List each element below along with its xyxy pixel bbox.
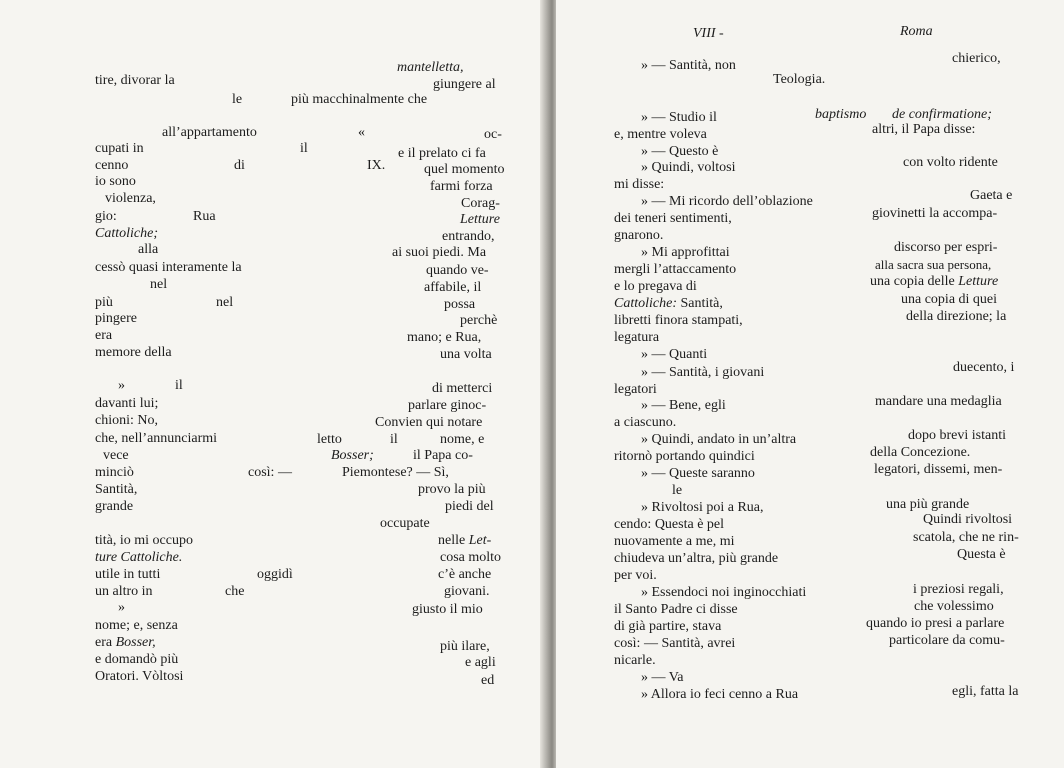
text-line: de confirmatione; xyxy=(892,107,992,122)
text-line: i preziosi regali, xyxy=(913,582,1004,597)
text-line: cessò quasi interamente la xyxy=(95,260,242,275)
text-line: Gaeta e xyxy=(970,188,1013,203)
text-line: Corag- xyxy=(461,196,500,211)
text-line: il xyxy=(300,141,308,156)
text-line: » — Santità, i giovani xyxy=(641,365,765,380)
text-line: » — Santità, non xyxy=(641,58,736,73)
text-line: più macchinalmente che xyxy=(291,92,428,107)
text-line: nome, e xyxy=(440,432,485,447)
text-line: perchè xyxy=(460,313,498,328)
text-line: giovani. xyxy=(444,584,490,599)
text-line: baptismo xyxy=(815,107,867,122)
text-line: Rua xyxy=(193,209,216,224)
text-line: quando io presi a parlare xyxy=(866,616,1005,631)
text-line: » — Bene, egli xyxy=(641,398,726,413)
text-line: davanti lui; xyxy=(95,396,159,411)
text-line: Bosser; xyxy=(331,448,374,463)
text-line: ai suoi piedi. Ma xyxy=(392,245,487,260)
text-line: » Allora io feci cenno a Rua xyxy=(641,687,799,702)
text-line: letto xyxy=(317,432,342,447)
text-line: mano; e Rua, xyxy=(407,330,482,345)
text-line: » Mi approfittai xyxy=(641,245,730,260)
text-line: ritornò portando quindici xyxy=(614,449,755,464)
text-line: dei teneri sentimenti, xyxy=(614,211,732,226)
text-line: chiudeva un’altra, più grande xyxy=(614,551,779,566)
text-line: Cattoliche: Santità, xyxy=(614,296,723,311)
text-line: cosa molto xyxy=(440,550,502,565)
text-line: mi disse: xyxy=(614,177,665,192)
text-line: ed xyxy=(481,673,495,688)
running-title: Roma xyxy=(900,24,933,39)
text-line: » Quindi, voltosi xyxy=(641,160,736,175)
text-line: di già partire, stava xyxy=(614,619,722,634)
text-line: Piemontese? — Sì, xyxy=(342,465,449,480)
text-line: il Papa co- xyxy=(413,448,473,463)
text-line: IX. xyxy=(367,158,386,173)
text-line: e agli xyxy=(465,655,496,670)
text-line: » xyxy=(118,378,125,393)
text-line: con volto ridente xyxy=(903,155,998,170)
text-line: Questa è xyxy=(957,547,1006,562)
text-line: cupati in xyxy=(95,141,144,156)
text-line: » Quindi, andato in un’altra xyxy=(641,432,797,447)
text-line: chioni: No, xyxy=(95,413,158,428)
text-line: giovinetti la accompa- xyxy=(872,206,998,221)
text-line: discorso per espri- xyxy=(894,240,998,255)
text-line: così: — xyxy=(248,465,292,480)
right-page xyxy=(556,0,1064,768)
text-line: cendo: Questa è pel xyxy=(614,517,725,532)
text-line: di xyxy=(234,158,245,173)
text-line: violenza, xyxy=(105,191,156,206)
text-line: legatori xyxy=(614,382,657,397)
text-line: gnarono. xyxy=(614,228,664,243)
text-line: nelle Let- xyxy=(438,533,492,548)
text-line: utile in tutti xyxy=(95,567,161,582)
text-line: le xyxy=(232,92,243,107)
text-line: altri, il Papa disse: xyxy=(872,122,976,137)
text-line: » Rivoltosi poi a Rua, xyxy=(641,500,764,515)
text-line: pingere xyxy=(95,311,137,326)
text-line: e domandò più xyxy=(95,652,179,667)
text-line: che volessimo xyxy=(914,599,994,614)
text-line: » Essendoci noi inginocchiati xyxy=(641,585,807,600)
text-line: duecento, i xyxy=(953,360,1015,375)
text-line: più xyxy=(95,295,113,310)
text-line: entrando, xyxy=(442,229,495,244)
text-line: così: — Santità, avrei xyxy=(614,636,736,651)
text-line: alla sacra sua persona, xyxy=(875,257,992,272)
text-line: e, mentre voleva xyxy=(614,127,707,142)
text-line: mantelletta, xyxy=(397,60,464,75)
text-line: tire, divorar la xyxy=(95,73,175,88)
text-line: oggidì xyxy=(257,567,293,582)
text-line: più ilare, xyxy=(440,639,490,654)
text-line: » — Questo è xyxy=(641,144,719,159)
text-line: Cattoliche; xyxy=(95,226,158,241)
text-line: » — Mi ricordo dell’oblazione xyxy=(641,194,813,209)
text-line: Convien qui notare xyxy=(375,415,483,430)
text-line: alla xyxy=(138,242,159,257)
text-line: una volta xyxy=(440,347,492,362)
text-line: una più grande xyxy=(886,497,970,512)
text-line: nel xyxy=(216,295,234,310)
text-line: affabile, il xyxy=(424,280,482,295)
text-line: nel xyxy=(150,277,168,292)
text-line: grande xyxy=(95,499,134,514)
text-line: il Santo Padre ci disse xyxy=(614,602,738,617)
text-line: « xyxy=(358,125,365,140)
text-line: era Bosser, xyxy=(95,635,156,650)
text-line: chierico, xyxy=(952,51,1001,66)
text-line: una copia delle Letture xyxy=(870,274,999,289)
text-line: egli, fatta la xyxy=(952,684,1019,699)
text-line: cenno xyxy=(95,158,129,173)
text-line: legatori, dissemi, men- xyxy=(874,462,1003,477)
text-line: giusto il mio xyxy=(412,602,483,617)
text-line: Letture xyxy=(460,212,500,227)
text-line: scatola, che ne rin- xyxy=(913,530,1019,545)
text-line: quando ve- xyxy=(426,263,489,278)
text-line: e il prelato ci fa xyxy=(398,146,486,161)
text-line: farmi forza xyxy=(430,179,493,194)
text-line: Santità, xyxy=(95,482,138,497)
text-line: mergli l’attaccamento xyxy=(614,262,737,277)
text-line: di metterci xyxy=(432,381,493,396)
text-line: parlare ginoc- xyxy=(408,398,487,413)
text-line: legatura xyxy=(614,330,660,345)
text-line: Oratori. Vòltosi xyxy=(95,669,184,684)
text-line: quel momento xyxy=(424,162,505,177)
text-line: » xyxy=(118,600,125,615)
text-line: il xyxy=(175,378,183,393)
text-line: che, nell’annunciarmi xyxy=(95,431,218,446)
text-line: nuovamente a me, mi xyxy=(614,534,735,549)
text-line: le xyxy=(672,483,683,498)
text-line: Teologia. xyxy=(773,72,826,87)
text-line: » — Studio il xyxy=(641,110,717,125)
text-line: » — Queste saranno xyxy=(641,466,755,481)
text-line: c’è anche xyxy=(438,567,492,582)
text-line: occupate xyxy=(380,516,430,531)
text-line: dopo brevi istanti xyxy=(908,428,1006,443)
text-line: nome; e, senza xyxy=(95,618,178,633)
text-line: possa xyxy=(444,297,476,312)
text-line: oc- xyxy=(484,127,502,142)
text-line: mandare una medaglia xyxy=(875,394,1002,409)
text-line: all’appartamento xyxy=(162,125,257,140)
text-line: provo la più xyxy=(418,482,486,497)
text-line: era xyxy=(95,328,113,343)
text-line: vece xyxy=(103,448,129,463)
text-line: » — Quanti xyxy=(641,347,708,362)
page-number: VIII - xyxy=(693,26,724,41)
text-line: e lo pregava di xyxy=(614,279,697,294)
text-line: della Concezione. xyxy=(870,445,971,460)
text-line: piedi del xyxy=(445,499,494,514)
text-line: per voi. xyxy=(614,568,657,583)
text-line: nicarle. xyxy=(614,653,656,668)
text-line: una copia di quei xyxy=(901,292,998,307)
text-line: tità, io mi occupo xyxy=(95,533,193,548)
text-line: ture Cattoliche. xyxy=(95,550,183,565)
text-line: Quindi rivoltosi xyxy=(923,512,1013,527)
text-line: della direzione; la xyxy=(906,309,1007,324)
text-line: gio: xyxy=(95,209,117,224)
text-line: io sono xyxy=(95,174,136,189)
text-line: un altro in xyxy=(95,584,153,599)
text-line: il xyxy=(390,432,398,447)
text-line: » — Va xyxy=(641,670,684,685)
text-line: memore della xyxy=(95,345,172,360)
text-line: particolare da comu- xyxy=(889,633,1005,648)
text-line: a ciascuno. xyxy=(614,415,677,430)
text-line: giungere al xyxy=(433,77,496,92)
text-line: che xyxy=(225,584,245,599)
text-line: libretti finora stampati, xyxy=(614,313,743,328)
text-line: minciò xyxy=(95,465,134,480)
